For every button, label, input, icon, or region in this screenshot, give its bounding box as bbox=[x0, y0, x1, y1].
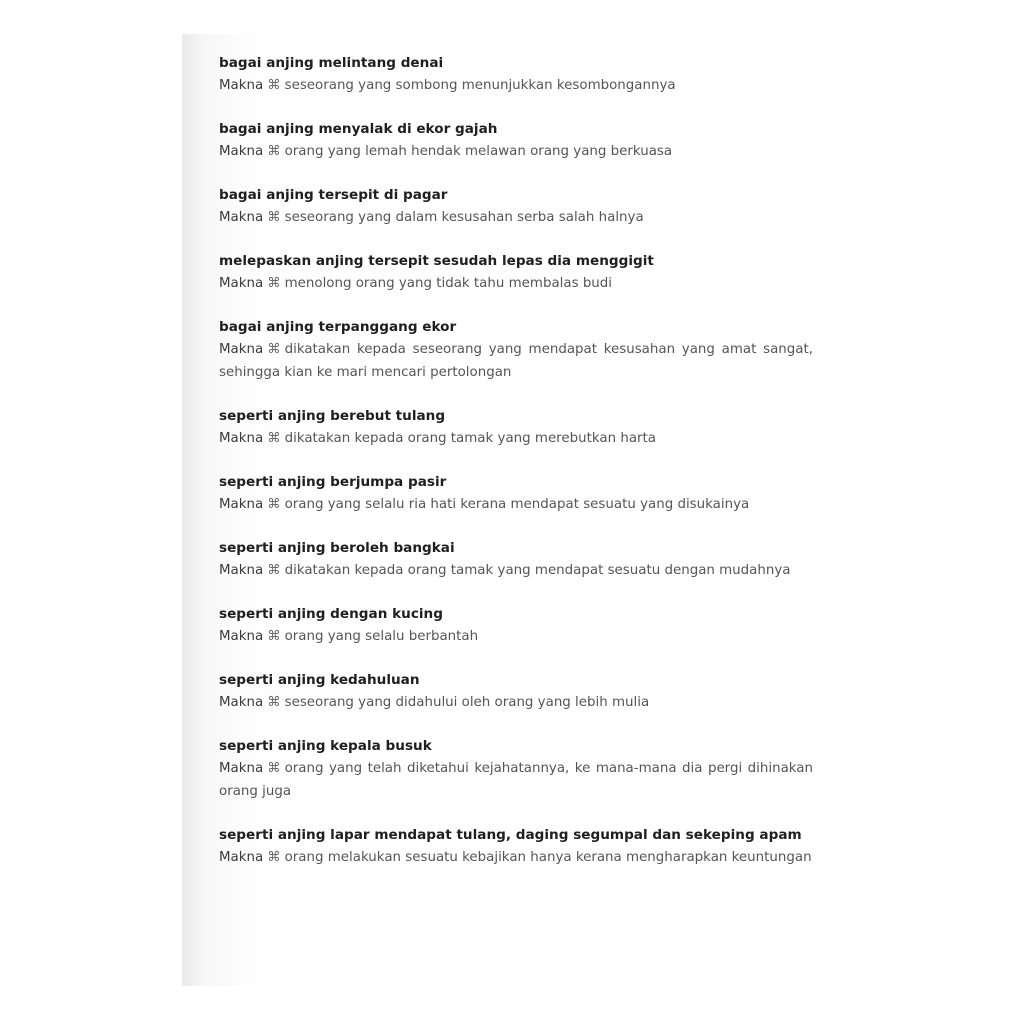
makna-label: Makna bbox=[219, 276, 264, 291]
proverb-entry bbox=[219, 52, 813, 97]
command-symbol-icon: ⌘ bbox=[267, 761, 281, 776]
command-symbol-icon: ⌘ bbox=[267, 78, 281, 93]
proverb-title: bagai anjing melintang denai bbox=[219, 55, 444, 71]
proverb-entry bbox=[219, 603, 813, 648]
command-symbol-icon: ⌘ bbox=[267, 276, 281, 291]
meaning-text: menolong orang yang tidak tahu membalas budi bbox=[284, 276, 613, 291]
proverb-meaning bbox=[219, 757, 813, 803]
meaning-text: seseorang yang dalam kesusahan serba salah halnya bbox=[284, 210, 644, 225]
command-symbol-icon: ⌘ bbox=[267, 695, 281, 710]
proverb-meaning bbox=[219, 140, 813, 163]
meaning-text: orang yang telah diketahui kejahatannya, ke mana-mana dia pergi dihinakan orang juga bbox=[219, 761, 813, 799]
makna-label: Makna bbox=[219, 210, 264, 225]
command-symbol-icon: ⌘ bbox=[267, 210, 281, 225]
proverb-entry bbox=[219, 250, 813, 295]
proverb-meaning bbox=[219, 559, 813, 582]
command-symbol-icon: ⌘ bbox=[267, 850, 281, 865]
proverb-entry bbox=[219, 471, 813, 516]
proverb-meaning bbox=[219, 206, 813, 229]
proverb-entry bbox=[219, 316, 813, 384]
proverb-entry bbox=[219, 405, 813, 450]
meaning-text: orang yang selalu ria hati kerana mendapat sesuatu yang disukainya bbox=[284, 497, 750, 512]
makna-label: Makna bbox=[219, 497, 264, 512]
makna-label: Makna bbox=[219, 695, 264, 710]
proverb-entry bbox=[219, 824, 813, 869]
command-symbol-icon: ⌘ bbox=[267, 431, 281, 446]
meaning-text: orang melakukan sesuatu kebajikan hanya kerana mengharapkan keuntungan bbox=[284, 850, 812, 865]
proverb-meaning bbox=[219, 691, 813, 714]
makna-label: Makna bbox=[219, 342, 264, 357]
makna-label: Makna bbox=[219, 629, 264, 644]
proverb-title: bagai anjing menyalak di ekor gajah bbox=[219, 121, 498, 137]
proverb-title: seperti anjing beroleh bangkai bbox=[219, 540, 455, 556]
book-page bbox=[182, 34, 844, 986]
proverb-entry bbox=[219, 184, 813, 229]
makna-label: Makna bbox=[219, 431, 264, 446]
meaning-text: seseorang yang sombong menunjukkan kesombongannya bbox=[284, 78, 676, 93]
proverb-title: bagai anjing tersepit di pagar bbox=[219, 187, 448, 203]
proverb-meaning bbox=[219, 493, 813, 516]
proverb-meaning bbox=[219, 846, 813, 869]
proverb-entry bbox=[219, 537, 813, 582]
proverb-title: seperti anjing dengan kucing bbox=[219, 606, 443, 622]
meaning-text: orang yang selalu berbantah bbox=[284, 629, 479, 644]
makna-label: Makna bbox=[219, 761, 264, 776]
meaning-text: dikatakan kepada seseorang yang mendapat kesusahan yang amat sangat, sehingga kian ke mari mencari pertolongan bbox=[219, 342, 813, 380]
command-symbol-icon: ⌘ bbox=[267, 497, 281, 512]
proverb-meaning bbox=[219, 427, 813, 450]
meaning-text: seseorang yang didahului oleh orang yang lebih mulia bbox=[284, 695, 650, 710]
meaning-text: dikatakan kepada orang tamak yang mendapat sesuatu dengan mudahnya bbox=[284, 563, 791, 578]
proverb-title: melepaskan anjing tersepit sesudah lepas dia menggigit bbox=[219, 253, 654, 269]
command-symbol-icon: ⌘ bbox=[267, 629, 281, 644]
meaning-text: dikatakan kepada orang tamak yang merebutkan harta bbox=[284, 431, 656, 446]
command-symbol-icon: ⌘ bbox=[267, 563, 281, 578]
proverb-title: seperti anjing kepala busuk bbox=[219, 738, 432, 754]
proverb-meaning bbox=[219, 338, 813, 384]
proverb-meaning bbox=[219, 625, 813, 648]
meaning-text: orang yang lemah hendak melawan orang yang berkuasa bbox=[284, 144, 673, 159]
makna-label: Makna bbox=[219, 563, 264, 578]
proverb-entry bbox=[219, 118, 813, 163]
makna-label: Makna bbox=[219, 144, 264, 159]
proverb-entry bbox=[219, 669, 813, 714]
command-symbol-icon: ⌘ bbox=[267, 342, 281, 357]
proverb-title: bagai anjing terpanggang ekor bbox=[219, 319, 457, 335]
proverb-entry bbox=[219, 735, 813, 803]
makna-label: Makna bbox=[219, 78, 264, 93]
proverb-meaning bbox=[219, 74, 813, 97]
proverb-title: seperti anjing kedahuluan bbox=[219, 672, 420, 688]
makna-label: Makna bbox=[219, 850, 264, 865]
proverb-title: seperti anjing berjumpa pasir bbox=[219, 474, 447, 490]
proverb-list bbox=[219, 52, 813, 890]
proverb-title: seperti anjing berebut tulang bbox=[219, 408, 446, 424]
proverb-title: seperti anjing lapar mendapat tulang, daging segumpal dan sekeping apam bbox=[219, 827, 802, 843]
proverb-meaning bbox=[219, 272, 813, 295]
command-symbol-icon: ⌘ bbox=[267, 144, 281, 159]
